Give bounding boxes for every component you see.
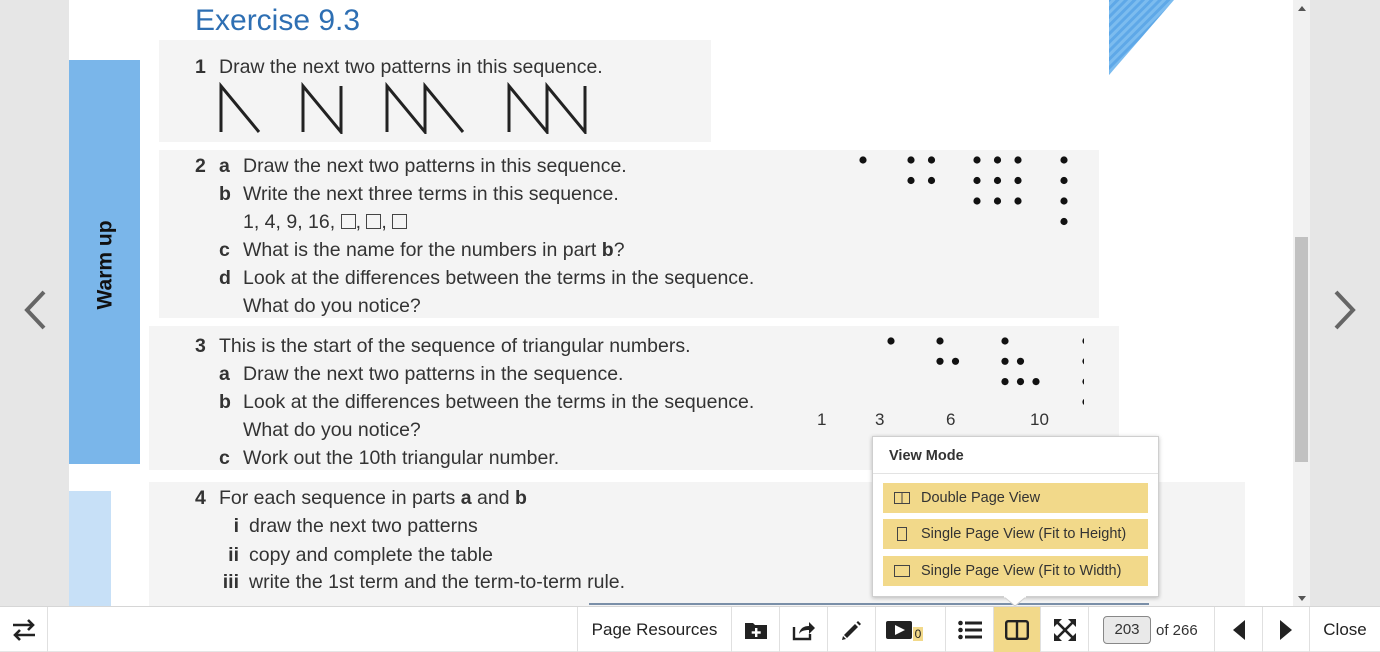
video-count-badge: 0 (914, 626, 922, 641)
question-2d (219, 267, 754, 290)
triangle-dot (1082, 358, 1084, 365)
question-3c (219, 447, 559, 470)
square-dot (1060, 156, 1067, 163)
square-dot (928, 177, 935, 184)
question-2a (195, 155, 627, 178)
question-2b (219, 183, 619, 206)
view-mode-popover (872, 436, 1159, 597)
roman-numeral: i (233, 515, 239, 537)
tri-label-3: 3 (875, 410, 885, 429)
part-reference: b (514, 487, 527, 509)
zigzag-pattern-3 (387, 86, 463, 132)
question-4-ii-text: copy and complete the table (249, 544, 493, 566)
roman-numeral: iii (222, 571, 239, 593)
question-2c-text: What is the name for the numbers in part (243, 239, 602, 261)
triangle-dot (887, 337, 894, 344)
square-dot (1060, 197, 1067, 204)
divider (873, 473, 1158, 474)
question-4-intro-mid: and (471, 487, 515, 509)
swap-toolbar-button[interactable] (0, 607, 48, 652)
part-letter: c (219, 239, 230, 261)
pencil-icon (841, 619, 863, 641)
view-mode-title: View Mode (889, 448, 964, 464)
question-1-number: 1 (195, 56, 206, 78)
question-2d-text-2: What do you notice? (243, 295, 421, 317)
zigzag-pattern-4 (509, 86, 585, 132)
square-dot (928, 156, 935, 163)
question-3a (219, 363, 623, 386)
zigzag-pattern-1 (221, 86, 259, 132)
contents-list-button[interactable] (945, 607, 993, 652)
triangle-dot (936, 358, 943, 365)
share-button[interactable] (779, 607, 827, 652)
triangle-dot (1017, 378, 1024, 385)
warm-up-bar (69, 60, 140, 464)
question-2-number: 2 (195, 155, 206, 177)
fit-to-width-option[interactable] (883, 556, 1148, 586)
page-resources-button[interactable]: Page Resources (577, 607, 731, 652)
close-button[interactable]: Close (1309, 607, 1380, 652)
square-sequence: 1, 4, 9, 16, , , (243, 211, 407, 234)
question-2c-text-end: ? (613, 239, 625, 261)
section-label: Warm up (94, 220, 117, 310)
videos-button[interactable] (875, 607, 933, 652)
square-dot (907, 156, 914, 163)
triangle-dot (1082, 337, 1084, 344)
question-3b (219, 391, 754, 414)
annotate-button[interactable] (827, 607, 875, 652)
question-1 (195, 56, 603, 79)
tri-label-1: 1 (817, 410, 827, 429)
question-4-i (219, 515, 478, 538)
square-dot (1014, 177, 1021, 184)
double-page-view-option[interactable] (883, 483, 1148, 513)
question-3b-text: Look at the differences between the terms in the sequence. (243, 391, 755, 413)
question-4-iii (219, 571, 625, 594)
exercise-title: Exercise 9.3 (195, 4, 361, 37)
tri-label-6: 6 (946, 410, 956, 429)
zigzag-pattern-2 (303, 86, 341, 132)
view-mode-button[interactable] (993, 607, 1040, 652)
triangle-left-icon (1233, 620, 1245, 640)
square-dot (1060, 177, 1067, 184)
question-3-number: 3 (195, 335, 206, 357)
page-scrollbar[interactable] (1293, 0, 1310, 606)
corner-decoration (1107, 0, 1177, 76)
blank-box (341, 214, 356, 229)
square-dot (973, 197, 980, 204)
square-dot (994, 197, 1001, 204)
square-dot (994, 177, 1001, 184)
part-letter: b (219, 183, 231, 205)
question-3b-text-2: What do you notice? (243, 419, 421, 441)
triangular-dot-patterns (804, 332, 1084, 412)
question-4-iii-text: write the 1st term and the term-to-term rule. (249, 571, 626, 593)
question-2d-text: Look at the differences between the terms in the sequence. (243, 267, 755, 289)
scroll-down-icon[interactable] (1293, 590, 1310, 606)
triangle-dot (1082, 398, 1084, 405)
total-pages-label: of 266 (1156, 622, 1198, 639)
option-label: Double Page View (921, 490, 1041, 506)
triangle-right-icon (1280, 620, 1292, 640)
option-label: Single Page View (Fit to Height) (921, 526, 1127, 542)
fullscreen-button[interactable] (1040, 607, 1088, 652)
part-reference: b (601, 239, 614, 261)
question-3-intro: This is the start of the sequence of triangular numbers. (219, 335, 691, 357)
square-dot-patterns (779, 148, 1079, 238)
blank-box (392, 214, 407, 229)
previous-page-button[interactable] (1214, 607, 1262, 652)
sequence-terms: 1, 4, 9, 16, (243, 211, 336, 233)
question-2a-text: Draw the next two patterns in this sequence. (243, 155, 627, 177)
option-label: Single Page View (Fit to Width) (921, 563, 1122, 579)
scroll-up-icon[interactable] (1293, 0, 1310, 16)
triangle-dot (1001, 337, 1008, 344)
bottom-toolbar (0, 606, 1380, 651)
triangle-dot (936, 337, 943, 344)
part-letter: a (219, 363, 230, 385)
question-4-intro: For each sequence in parts (219, 487, 461, 509)
landscape-page-icon (883, 565, 921, 577)
scroll-thumb[interactable] (1295, 237, 1308, 462)
page-number-input[interactable]: 203 (1103, 616, 1151, 644)
triangle-dot (1082, 378, 1084, 385)
previous-page-arrow[interactable] (15, 285, 55, 335)
question-1-text: Draw the next two patterns in this sequence. (219, 56, 603, 78)
double-page-icon (1005, 620, 1029, 640)
square-dot (1060, 218, 1067, 225)
triangle-dot (1001, 358, 1008, 365)
part-letter: c (219, 447, 230, 469)
question-4 (195, 487, 527, 510)
question-4-i-text: draw the next two patterns (249, 515, 478, 537)
square-dot (1014, 197, 1021, 204)
triangle-dot (952, 358, 959, 365)
blank-box (366, 214, 381, 229)
swap-arrows-icon (11, 619, 37, 641)
question-2b-text: Write the next three terms in this sequence. (243, 183, 619, 205)
question-2c (219, 239, 625, 262)
zigzag-patterns (217, 82, 597, 134)
square-dot (859, 156, 866, 163)
double-page-icon (883, 492, 921, 504)
square-dot (994, 156, 1001, 163)
square-dot (1014, 156, 1021, 163)
share-icon (792, 619, 816, 641)
question-4-number: 4 (195, 487, 206, 509)
portrait-page-icon (883, 527, 921, 541)
part-reference: a (460, 487, 472, 509)
fullscreen-icon (1054, 619, 1076, 641)
part-letter: a (219, 155, 230, 177)
next-section-bar (69, 491, 111, 606)
table-top-edge (589, 603, 1149, 605)
fit-to-height-option[interactable] (883, 519, 1148, 549)
square-dot (973, 177, 980, 184)
question-3a-text: Draw the next two patterns in the sequence. (243, 363, 624, 385)
next-page-arrow[interactable] (1325, 285, 1365, 335)
question-4-ii (219, 544, 493, 567)
triangle-dot (1032, 378, 1039, 385)
triangle-dot (1017, 358, 1024, 365)
question-3c-text: Work out the 10th triangular number. (243, 447, 560, 469)
part-letter: b (219, 391, 231, 413)
question-3 (195, 335, 691, 358)
add-folder-button[interactable] (731, 607, 779, 652)
square-dot (973, 156, 980, 163)
next-page-button[interactable] (1262, 607, 1309, 652)
list-icon (958, 620, 982, 640)
tri-label-10: 10 (1030, 410, 1049, 429)
add-folder-icon (744, 620, 768, 640)
square-dot (907, 177, 914, 184)
video-play-icon (886, 621, 912, 639)
part-letter: d (219, 267, 231, 289)
triangle-dot (1001, 378, 1008, 385)
roman-numeral: ii (228, 544, 239, 566)
